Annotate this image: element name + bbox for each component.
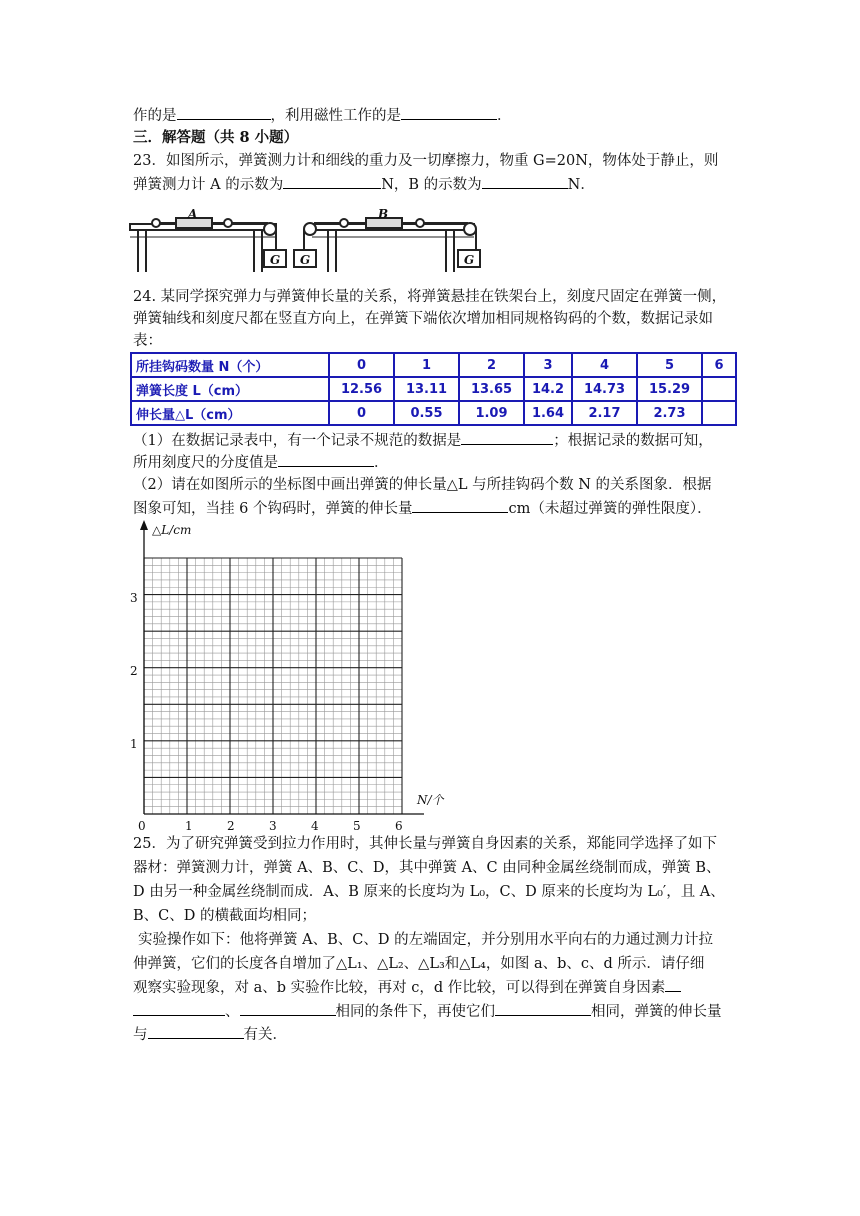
text: 所用刻度尺的分度值是 <box>133 455 278 471</box>
x-axis-label: N/个 <box>417 793 444 807</box>
q24-part2-line1: （2）请在如图所示的坐标图中画出弹簧的伸长量△L 与所挂钩码个数 N 的关系图象．根据 <box>133 477 712 493</box>
table-row <box>131 401 736 425</box>
answer-blank[interactable] <box>278 452 374 467</box>
blank-graph[interactable] <box>128 518 444 836</box>
x-tick: 1 <box>185 819 193 833</box>
x-tick: 6 <box>395 819 403 833</box>
y-axis-arrow-icon <box>140 520 148 530</box>
q24-part2-line2 <box>133 498 712 519</box>
data-table <box>130 352 737 426</box>
table-cell: 13.65 <box>459 377 524 401</box>
q25-line-5: 实验操作如下：他将弹簧 A、B、C、D 的左端固定，并分别用水平向右的力通过测力计拉 <box>138 932 714 948</box>
table-cell: 15.29 <box>637 377 702 401</box>
q25-line-1: 25．为了研究弹簧受到拉力作用时，其伸长量与弹簧自身因素的关系，郑能同学选择了如下 <box>133 836 717 852</box>
table-cell: 2.73 <box>637 401 702 425</box>
text: ． <box>497 108 512 124</box>
answer-blank-b[interactable] <box>482 174 568 189</box>
text: （1）在数据记录表中，有一个记录不规范的数据是 <box>133 433 462 449</box>
table-cell: 1.09 <box>459 401 524 425</box>
x-tick: 3 <box>269 819 277 833</box>
q25-line-9 <box>133 1024 287 1045</box>
spring-scale-figure <box>128 207 480 274</box>
text: 弹簧测力计 A 的示数为 <box>133 177 284 193</box>
text: N，B 的示数为 <box>381 177 482 193</box>
q25-line-8 <box>133 1001 722 1022</box>
y-axis-label: △L/cm <box>152 523 192 537</box>
table-cell: 6 <box>702 353 736 377</box>
q24-line-1: 24. 某同学探究弹力与弹簧伸长量的关系，将弹簧悬挂在铁架台上，刻度尺固定在弹簧一侧， <box>133 289 727 305</box>
answer-blank[interactable] <box>148 1024 244 1039</box>
text: ；根据记录的数据可知， <box>553 433 713 449</box>
answer-blank[interactable] <box>240 1001 336 1016</box>
y-tick: 2 <box>130 664 138 678</box>
text: 、 <box>225 1004 240 1020</box>
answer-blank[interactable] <box>461 430 553 445</box>
x-tick: 5 <box>353 819 361 833</box>
q25-line-6: 伸弹簧，它们的长度各自增加了△L₁、△L₂、△L₃和△L₄，如图 a、b、c、d 所示．请仔细 <box>133 956 705 972</box>
label-a: A <box>188 207 198 221</box>
table-cell: 2 <box>459 353 524 377</box>
y-tick: 3 <box>130 591 138 605</box>
x-tick: 0 <box>138 819 146 833</box>
answer-blank[interactable] <box>412 498 508 513</box>
table-cell: 0.55 <box>394 401 459 425</box>
text: 与 <box>133 1027 148 1043</box>
q25-line-7 <box>133 977 681 998</box>
label-b: B <box>378 207 389 221</box>
text: 相同的条件下，再使它们 <box>335 1004 495 1020</box>
answer-blank[interactable] <box>495 1001 591 1016</box>
q25-line-4: B、C、D 的横截面均相同； <box>133 908 316 924</box>
table-cell: 12.56 <box>329 377 394 401</box>
table-cell: 14.2 <box>524 377 572 401</box>
table-row <box>131 353 736 377</box>
table-row <box>131 377 736 401</box>
x-tick: 4 <box>311 819 319 833</box>
text: 图象可知，当挂 6 个钩码时，弹簧的伸长量 <box>133 501 413 517</box>
label-g2: G <box>300 253 311 267</box>
text: 相同，弹簧的伸长量 <box>591 1004 722 1020</box>
table-cell: 1.64 <box>524 401 572 425</box>
answer-blank[interactable] <box>177 105 271 120</box>
q23-line-2 <box>133 174 595 195</box>
prev-question-line <box>133 105 512 126</box>
answer-blank[interactable] <box>665 977 681 992</box>
y-tick: 1 <box>130 737 138 751</box>
text: 有关． <box>243 1027 287 1043</box>
q23-line-1: 23．如图所示，弹簧测力计和细线的重力及一切摩擦力，物重 G=20N，物体处于静止，则 <box>133 153 719 169</box>
table-cell: 0 <box>329 353 394 377</box>
label-g3: G <box>464 253 475 267</box>
answer-blank[interactable] <box>133 1001 225 1016</box>
row-header: 伸长量△L（cm） <box>131 401 329 425</box>
text: cm（未超过弹簧的弹性限度）． <box>508 501 712 517</box>
text: 观察实验现象，对 a、b 实验作比较，再对 c，d 作比较，可以得到在弹簧自身因素 <box>133 980 666 996</box>
text: ． <box>374 455 389 471</box>
q24-line-3: 表： <box>133 333 162 349</box>
q24-part1-line2 <box>133 452 389 473</box>
table-cell: 1 <box>394 353 459 377</box>
table-cell: 13.11 <box>394 377 459 401</box>
row-header: 所挂钩码数量 N（个） <box>131 353 329 377</box>
text: ，利用磁性工作的是 <box>270 108 401 124</box>
row-header: 弹簧长度 L（cm） <box>131 377 329 401</box>
answer-blank[interactable] <box>401 105 497 120</box>
section-title: 三．解答题（共 8 小题） <box>133 129 299 146</box>
text: N． <box>567 177 595 193</box>
x-tick: 2 <box>227 819 235 833</box>
q24-line-2: 弹簧轴线和刻度尺都在竖直方向上，在弹簧下端依次增加相同规格钩码的个数，数据记录如 <box>133 311 713 327</box>
table-cell: 3 <box>524 353 572 377</box>
q25-line-3: D 由另一种金属丝绕制而成．A、B 原来的长度均为 L₀，C、D 原来的长度均为 L₀′，且 A、 <box>133 884 725 900</box>
label-g1: G <box>270 253 281 267</box>
table-cell: 14.73 <box>572 377 637 401</box>
table-cell: 4 <box>572 353 637 377</box>
q24-part1-line1 <box>133 430 713 451</box>
table-cell[interactable] <box>702 401 736 425</box>
table-cell[interactable] <box>702 377 736 401</box>
q25-line-2: 器材：弹簧测力计，弹簧 A、B、C、D，其中弹簧 A、C 由同种金属丝绕制而成，弹簧 B、 <box>133 860 721 876</box>
table-cell: 0 <box>329 401 394 425</box>
text: 作的是 <box>133 108 177 124</box>
table-cell: 2.17 <box>572 401 637 425</box>
table-cell: 5 <box>637 353 702 377</box>
answer-blank-a[interactable] <box>283 174 381 189</box>
